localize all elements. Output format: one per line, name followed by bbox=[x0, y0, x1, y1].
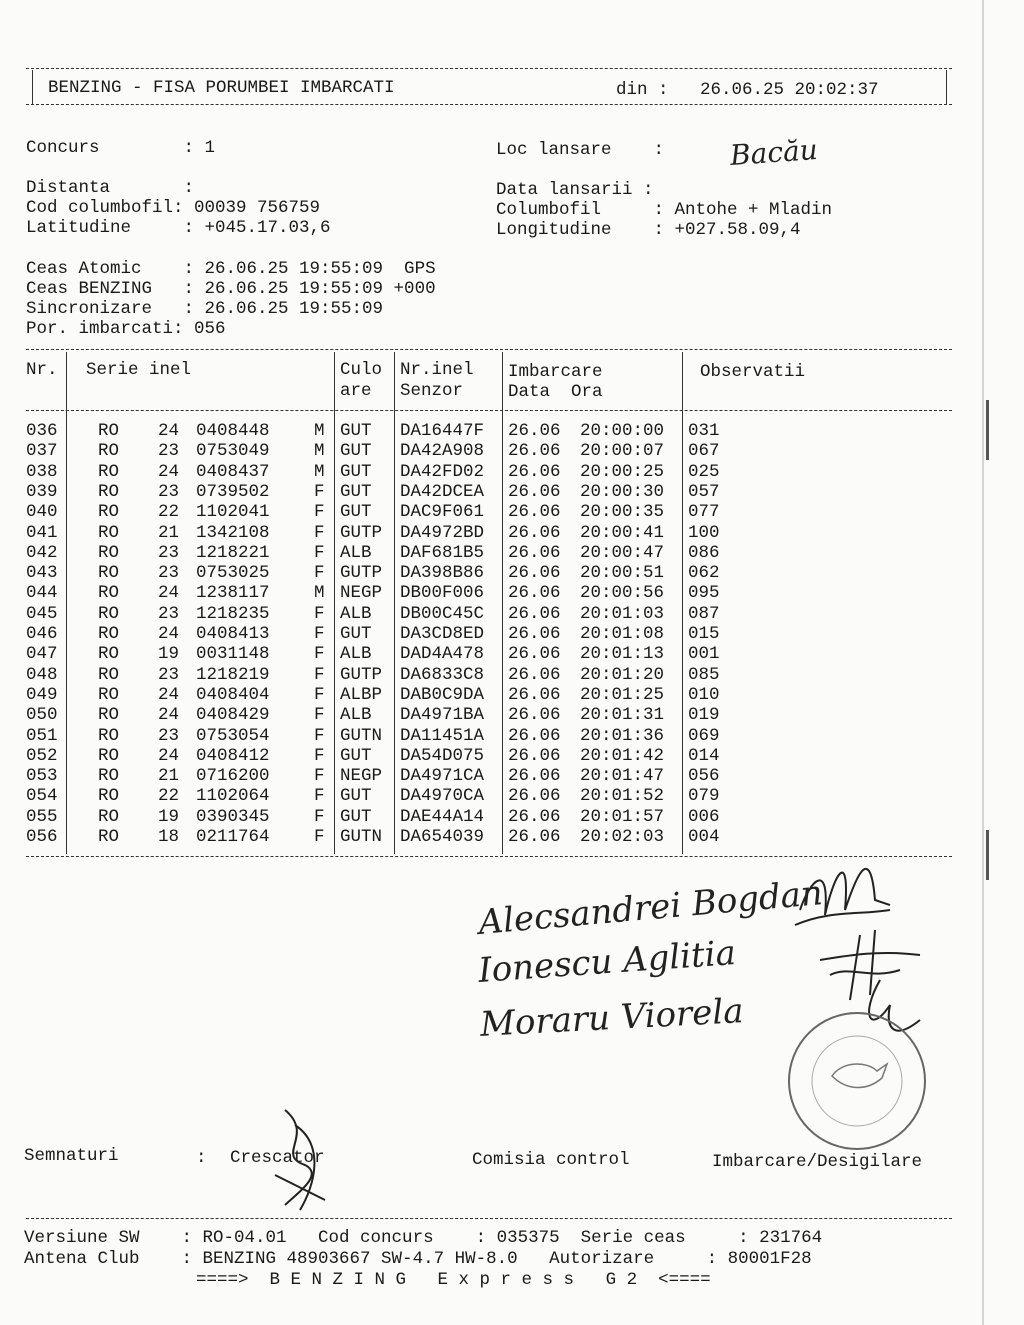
document-title: BENZING - FISA PORUMBEI IMBARCATI bbox=[48, 78, 395, 98]
cell-inel: 0408437 bbox=[196, 461, 270, 482]
cell-culoare: ALB bbox=[340, 603, 372, 624]
handwritten-name-2: Ionescu Aglitia bbox=[476, 933, 738, 991]
cell-tara: RO bbox=[98, 481, 120, 502]
cell-nr: 049 bbox=[26, 684, 58, 705]
cell-culoare: GUTN bbox=[340, 725, 383, 746]
cell-tara: RO bbox=[98, 421, 120, 441]
cell-sex: F bbox=[314, 603, 325, 624]
ceas-benzing-field: Ceas BENZING : 26.06.25 19:55:09 +000 bbox=[26, 279, 436, 299]
cell-culoare: GUTN bbox=[340, 827, 383, 847]
cell-obs: 077 bbox=[688, 502, 720, 523]
cell-culoare: GUT bbox=[340, 502, 372, 523]
columbofil-field: Columbofil : Antohe + Mladin bbox=[496, 200, 833, 220]
cell-inel: 0408448 bbox=[196, 421, 270, 441]
cell-obs: 069 bbox=[688, 725, 720, 746]
col-header-nr-inel-2: Senzor bbox=[400, 381, 464, 401]
cell-data: 26.06 bbox=[508, 563, 561, 584]
table-top-rule bbox=[26, 349, 952, 350]
cell-an: 23 bbox=[158, 542, 180, 563]
cell-sex: M bbox=[314, 461, 325, 482]
cell-inel: 1218221 bbox=[196, 542, 270, 563]
cell-data: 26.06 bbox=[508, 583, 561, 604]
cell-senzor: DB00F006 bbox=[400, 583, 485, 604]
cell-nr: 039 bbox=[26, 481, 58, 502]
cell-sex: F bbox=[314, 644, 325, 665]
cell-sex: F bbox=[314, 827, 325, 847]
cell-culoare: GUT bbox=[340, 786, 372, 807]
cell-nr: 041 bbox=[26, 522, 58, 543]
cell-ora: 20:00:30 bbox=[580, 481, 665, 502]
cell-obs: 057 bbox=[688, 481, 720, 502]
cell-data: 26.06 bbox=[508, 421, 561, 441]
cell-an: 24 bbox=[158, 684, 180, 705]
cell-obs: 006 bbox=[688, 806, 720, 827]
cell-tara: RO bbox=[98, 461, 120, 482]
cell-tara: RO bbox=[98, 664, 120, 685]
cell-sex: F bbox=[314, 563, 325, 584]
cell-data: 26.06 bbox=[508, 786, 561, 807]
cell-obs: 087 bbox=[688, 603, 720, 624]
cell-data: 26.06 bbox=[508, 644, 561, 665]
cell-tara: RO bbox=[98, 522, 120, 543]
cell-ora: 20:00:35 bbox=[580, 502, 665, 523]
cell-nr: 037 bbox=[26, 441, 58, 462]
cell-nr: 043 bbox=[26, 563, 58, 584]
cell-data: 26.06 bbox=[508, 806, 561, 827]
cell-ora: 20:01:25 bbox=[580, 684, 665, 705]
cell-ora: 20:00:07 bbox=[580, 441, 665, 462]
header-datetime: 26.06.25 20:02:37 bbox=[700, 80, 879, 100]
cell-inel: 1102041 bbox=[196, 502, 270, 523]
cell-an: 24 bbox=[158, 705, 180, 726]
cell-sex: F bbox=[314, 705, 325, 726]
cell-obs: 085 bbox=[688, 664, 720, 685]
scan-mark bbox=[986, 400, 989, 460]
cell-tara: RO bbox=[98, 542, 120, 563]
cell-tara: RO bbox=[98, 644, 120, 665]
cell-data: 26.06 bbox=[508, 684, 561, 705]
semnaturi-label: Semnaturi bbox=[24, 1146, 119, 1166]
cell-senzor: DB00C45C bbox=[400, 603, 485, 624]
scan-edge bbox=[982, 0, 1024, 1325]
cell-an: 23 bbox=[158, 725, 180, 746]
cell-an: 24 bbox=[158, 461, 180, 482]
cell-culoare: ALB bbox=[340, 542, 372, 563]
cell-nr: 055 bbox=[26, 806, 58, 827]
col-header-imbarcare-2: Data Ora bbox=[508, 382, 603, 402]
cell-senzor: DAE44A14 bbox=[400, 806, 485, 827]
column-separator bbox=[334, 352, 335, 854]
cell-tara: RO bbox=[98, 766, 120, 787]
cell-tara: RO bbox=[98, 624, 120, 644]
column-separator bbox=[66, 352, 67, 854]
cell-culoare: GUT bbox=[340, 441, 372, 462]
cell-nr: 047 bbox=[26, 644, 58, 665]
cell-an: 18 bbox=[158, 827, 180, 847]
cell-senzor: DA42FD02 bbox=[400, 461, 485, 482]
cell-data: 26.06 bbox=[508, 461, 561, 482]
cell-senzor: DA3CD8ED bbox=[400, 624, 485, 644]
cell-data: 26.06 bbox=[508, 725, 561, 746]
cell-an: 24 bbox=[158, 421, 180, 441]
cell-inel: 0390345 bbox=[196, 806, 270, 827]
cell-data: 26.06 bbox=[508, 502, 561, 523]
cell-senzor: DA16447F bbox=[400, 421, 485, 441]
loc-lansare-label: Loc lansare : bbox=[496, 140, 665, 160]
cell-data: 26.06 bbox=[508, 603, 561, 624]
cell-inel: 0739502 bbox=[196, 481, 270, 502]
cell-nr: 054 bbox=[26, 786, 58, 807]
cell-sex: F bbox=[314, 624, 325, 644]
cell-nr: 045 bbox=[26, 603, 58, 624]
cell-inel: 1218219 bbox=[196, 664, 270, 685]
cell-culoare: NEGP bbox=[340, 766, 383, 787]
cell-data: 26.06 bbox=[508, 522, 561, 543]
cell-sex: F bbox=[314, 664, 325, 685]
cell-obs: 079 bbox=[688, 786, 720, 807]
cell-tara: RO bbox=[98, 745, 120, 766]
cell-tara: RO bbox=[98, 684, 120, 705]
cell-obs: 067 bbox=[688, 441, 720, 462]
cell-ora: 20:00:56 bbox=[580, 583, 665, 604]
cell-culoare: GUTP bbox=[340, 563, 383, 584]
cell-inel: 0408404 bbox=[196, 684, 270, 705]
longitudine-field: Longitudine : +027.58.09,4 bbox=[496, 220, 801, 240]
cell-culoare: GUT bbox=[340, 421, 372, 441]
cell-tara: RO bbox=[98, 583, 120, 604]
cell-inel: 0753049 bbox=[196, 441, 270, 462]
cell-senzor: DAD4A478 bbox=[400, 644, 485, 665]
cell-senzor: DA4972BD bbox=[400, 522, 485, 543]
ceas-atomic-field: Ceas Atomic : 26.06.25 19:55:09 GPS bbox=[26, 259, 436, 279]
col-header-serie-inel: Serie inel bbox=[86, 360, 192, 380]
cell-culoare: GUT bbox=[340, 481, 372, 502]
header-left-border bbox=[32, 70, 33, 104]
cell-inel: 1238117 bbox=[196, 583, 270, 604]
cell-an: 19 bbox=[158, 644, 180, 665]
cell-inel: 0031148 bbox=[196, 644, 270, 665]
sincronizare-field: Sincronizare : 26.06.25 19:55:09 bbox=[26, 299, 384, 319]
cell-ora: 20:00:41 bbox=[580, 522, 665, 543]
cell-obs: 015 bbox=[688, 624, 720, 644]
cell-obs: 001 bbox=[688, 644, 720, 665]
cell-obs: 095 bbox=[688, 583, 720, 604]
cell-tara: RO bbox=[98, 603, 120, 624]
cell-senzor: DAF681B5 bbox=[400, 542, 485, 563]
semnaturi-colon: : bbox=[196, 1148, 207, 1168]
cell-senzor: DA11451A bbox=[400, 725, 485, 746]
cell-obs: 086 bbox=[688, 542, 720, 563]
cell-senzor: DA42A908 bbox=[400, 441, 485, 462]
cell-sex: M bbox=[314, 583, 325, 604]
footer-antena-line: Antena Club : BENZING 48903667 SW-4.7 HW-8.0 Autorizare : 80001F28 bbox=[24, 1249, 812, 1269]
cell-obs: 019 bbox=[688, 705, 720, 726]
cell-ora: 20:01:08 bbox=[580, 624, 665, 644]
cell-an: 19 bbox=[158, 806, 180, 827]
cell-nr: 046 bbox=[26, 624, 58, 644]
cell-senzor: DA42DCEA bbox=[400, 481, 485, 502]
cell-ora: 20:01:20 bbox=[580, 664, 665, 685]
cell-an: 21 bbox=[158, 522, 180, 543]
cell-tara: RO bbox=[98, 441, 120, 462]
table-header-rule bbox=[26, 410, 952, 411]
cell-ora: 20:01:52 bbox=[580, 786, 665, 807]
cell-nr: 040 bbox=[26, 502, 58, 523]
cell-ora: 20:01:57 bbox=[580, 806, 665, 827]
cell-senzor: DA54D075 bbox=[400, 745, 485, 766]
cell-obs: 025 bbox=[688, 461, 720, 482]
cell-data: 26.06 bbox=[508, 766, 561, 787]
cell-obs: 062 bbox=[688, 563, 720, 584]
cell-data: 26.06 bbox=[508, 624, 561, 644]
cell-inel: 0753025 bbox=[196, 563, 270, 584]
cell-an: 21 bbox=[158, 766, 180, 787]
cell-inel: 0716200 bbox=[196, 766, 270, 787]
cell-sex: F bbox=[314, 725, 325, 746]
por-imbarcati-field: Por. imbarcati: 056 bbox=[26, 319, 226, 339]
cell-culoare: GUT bbox=[340, 624, 372, 644]
cell-culoare: ALB bbox=[340, 644, 372, 665]
cell-senzor: DA654039 bbox=[400, 827, 485, 847]
cell-inel: 1102064 bbox=[196, 786, 270, 807]
data-lansarii-field: Data lansarii : bbox=[496, 180, 654, 200]
header-right-border bbox=[946, 70, 947, 104]
cell-nr: 053 bbox=[26, 766, 58, 787]
cell-an: 23 bbox=[158, 664, 180, 685]
cell-senzor: DA6833C8 bbox=[400, 664, 485, 685]
col-header-imbarcare-1: Imbarcare bbox=[508, 362, 603, 382]
cell-ora: 20:00:51 bbox=[580, 563, 665, 584]
cell-tara: RO bbox=[98, 725, 120, 746]
cell-nr: 036 bbox=[26, 421, 58, 441]
cell-obs: 031 bbox=[688, 421, 720, 441]
cell-obs: 100 bbox=[688, 522, 720, 543]
cell-data: 26.06 bbox=[508, 441, 561, 462]
cell-an: 24 bbox=[158, 583, 180, 604]
distanta-field: Distanta : bbox=[26, 178, 195, 198]
handwritten-name-1: Alecsandrei Bogdan bbox=[476, 873, 825, 943]
cell-tara: RO bbox=[98, 563, 120, 584]
cell-obs: 004 bbox=[688, 827, 720, 847]
cell-inel: 1218235 bbox=[196, 603, 270, 624]
cell-sex: F bbox=[314, 766, 325, 787]
cell-inel: 0408413 bbox=[196, 624, 270, 644]
footer-rule bbox=[26, 1218, 952, 1219]
cell-ora: 20:00:25 bbox=[580, 461, 665, 482]
cell-senzor: DA398B86 bbox=[400, 563, 485, 584]
concurs-field: Concurs : 1 bbox=[26, 138, 216, 158]
cell-senzor: DAC9F061 bbox=[400, 502, 485, 523]
cell-senzor: DA4970CA bbox=[400, 786, 485, 807]
cell-sex: F bbox=[314, 522, 325, 543]
col-header-culoare-2: are bbox=[340, 381, 372, 401]
cell-culoare: GUTP bbox=[340, 522, 383, 543]
cell-nr: 050 bbox=[26, 705, 58, 726]
scan-mark bbox=[986, 830, 989, 880]
cell-senzor: DA4971CA bbox=[400, 766, 485, 787]
cell-data: 26.06 bbox=[508, 745, 561, 766]
cell-obs: 010 bbox=[688, 684, 720, 705]
cell-obs: 056 bbox=[688, 766, 720, 787]
cell-inel: 1342108 bbox=[196, 522, 270, 543]
crescator-signature bbox=[255, 1105, 355, 1215]
cell-nr: 038 bbox=[26, 461, 58, 482]
col-header-culoare-1: Culo bbox=[340, 360, 383, 380]
cell-nr: 048 bbox=[26, 664, 58, 685]
header-top-rule bbox=[26, 68, 952, 69]
cell-culoare: ALB bbox=[340, 705, 372, 726]
column-separator bbox=[394, 352, 395, 854]
header-bottom-rule bbox=[26, 104, 952, 105]
cell-data: 26.06 bbox=[508, 827, 561, 847]
cell-tara: RO bbox=[98, 827, 120, 847]
loc-lansare-value: Bacău bbox=[728, 132, 819, 173]
footer-versiune-line: Versiune SW : RO-04.01 Cod concurs : 035375 Serie ceas : 231764 bbox=[24, 1228, 823, 1248]
cell-ora: 20:01:42 bbox=[580, 745, 665, 766]
cell-ora: 20:01:31 bbox=[580, 705, 665, 726]
cell-inel: 0408412 bbox=[196, 745, 270, 766]
cell-an: 24 bbox=[158, 745, 180, 766]
header-din-label: din : bbox=[616, 80, 669, 100]
cell-an: 22 bbox=[158, 786, 180, 807]
cell-inel: 0211764 bbox=[196, 827, 270, 847]
cell-ora: 20:01:47 bbox=[580, 766, 665, 787]
cell-ora: 20:01:13 bbox=[580, 644, 665, 665]
cell-data: 26.06 bbox=[508, 542, 561, 563]
cell-culoare: GUT bbox=[340, 461, 372, 482]
cell-an: 23 bbox=[158, 563, 180, 584]
cell-ora: 20:01:36 bbox=[580, 725, 665, 746]
cell-sex: F bbox=[314, 684, 325, 705]
cell-sex: M bbox=[314, 421, 325, 441]
cell-tara: RO bbox=[98, 502, 120, 523]
cell-sex: F bbox=[314, 806, 325, 827]
cell-sex: F bbox=[314, 745, 325, 766]
club-stamp bbox=[782, 1006, 932, 1156]
crescator-label: Crescator bbox=[230, 1148, 325, 1168]
cell-senzor: DA4971BA bbox=[400, 705, 485, 726]
signature-scribble bbox=[790, 840, 900, 940]
cell-an: 22 bbox=[158, 502, 180, 523]
cell-data: 26.06 bbox=[508, 705, 561, 726]
handwritten-name-3: Moraru Viorela bbox=[479, 991, 745, 1045]
cod-columbofil-field: Cod columbofil: 00039 756759 bbox=[26, 198, 321, 218]
cell-sex: F bbox=[314, 542, 325, 563]
imbarcare-desigilare-label: Imbarcare/Desigilare bbox=[712, 1152, 923, 1172]
cell-an: 23 bbox=[158, 441, 180, 462]
cell-nr: 051 bbox=[26, 725, 58, 746]
column-separator bbox=[682, 352, 683, 854]
cell-tara: RO bbox=[98, 786, 120, 807]
footer-express-line: ====> B E N Z I N G E x p r e s s G 2 <==== bbox=[196, 1270, 711, 1290]
cell-sex: F bbox=[314, 481, 325, 502]
comisia-control-label: Comisia control bbox=[472, 1150, 630, 1170]
cell-sex: F bbox=[314, 786, 325, 807]
cell-ora: 20:00:47 bbox=[580, 542, 665, 563]
cell-culoare: GUT bbox=[340, 745, 372, 766]
cell-culoare: ALBP bbox=[340, 684, 383, 705]
cell-nr: 042 bbox=[26, 542, 58, 563]
col-header-observatii: Observatii bbox=[700, 362, 806, 382]
cell-an: 23 bbox=[158, 481, 180, 502]
cell-ora: 20:02:03 bbox=[580, 827, 665, 847]
cell-inel: 0753054 bbox=[196, 725, 270, 746]
cell-an: 24 bbox=[158, 624, 180, 644]
cell-data: 26.06 bbox=[508, 664, 561, 685]
cell-culoare: GUT bbox=[340, 806, 372, 827]
cell-culoare: GUTP bbox=[340, 664, 383, 685]
cell-tara: RO bbox=[98, 806, 120, 827]
cell-tara: RO bbox=[98, 705, 120, 726]
cell-an: 23 bbox=[158, 603, 180, 624]
col-header-nr: Nr. bbox=[26, 360, 58, 380]
cell-ora: 20:01:03 bbox=[580, 603, 665, 624]
cell-ora: 20:00:00 bbox=[580, 421, 665, 441]
latitudine-field: Latitudine : +045.17.03,6 bbox=[26, 218, 331, 238]
cell-nr: 052 bbox=[26, 745, 58, 766]
cell-data: 26.06 bbox=[508, 481, 561, 502]
cell-nr: 056 bbox=[26, 827, 58, 847]
cell-sex: M bbox=[314, 441, 325, 462]
cell-senzor: DAB0C9DA bbox=[400, 684, 485, 705]
col-header-nr-inel-1: Nr.inel bbox=[400, 360, 474, 380]
cell-inel: 0408429 bbox=[196, 705, 270, 726]
cell-sex: F bbox=[314, 502, 325, 523]
column-separator bbox=[502, 352, 503, 854]
cell-culoare: NEGP bbox=[340, 583, 383, 604]
cell-obs: 014 bbox=[688, 745, 720, 766]
cell-nr: 044 bbox=[26, 583, 58, 604]
